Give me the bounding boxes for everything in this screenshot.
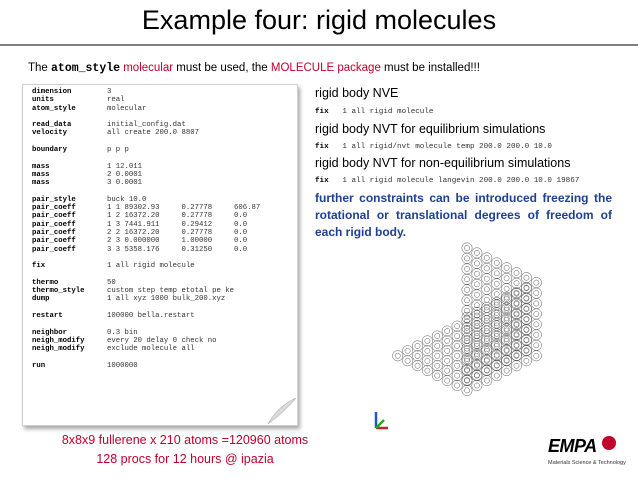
- script-keyword: atom_style: [32, 104, 76, 113]
- script-line: [32, 88, 290, 96]
- title-divider: [0, 44, 638, 46]
- nve-command: fix 1 all rigid molecule: [315, 108, 434, 116]
- script-line: [32, 279, 290, 287]
- script-keyword: [32, 320, 107, 328]
- script-value: 1 12.011: [107, 162, 143, 171]
- script-keyword: pair_coeff: [32, 237, 76, 246]
- script-value: 2 3 0.000000 1.00000 0.0: [107, 237, 248, 246]
- script-line: [32, 146, 290, 154]
- lammps-input-script: [32, 88, 290, 370]
- intro-atom-style: atom_style: [51, 62, 121, 75]
- noneq-label: rigid body NVT for non-equilibrium simulations: [315, 156, 571, 170]
- script-keyword: fix: [32, 262, 46, 271]
- script-value: 100000 bella.restart: [107, 312, 195, 321]
- script-line: [32, 212, 290, 220]
- script-line: [32, 196, 290, 204]
- script-value: 50: [107, 278, 116, 287]
- fullerene-crystal-image: [340, 240, 605, 440]
- nve-label: rigid body NVE: [315, 86, 399, 100]
- script-keyword: run: [32, 361, 46, 370]
- script-keyword: thermo_style: [32, 287, 85, 296]
- script-keyword: pair_coeff: [32, 212, 76, 221]
- script-line: [32, 113, 290, 121]
- axis-triad-icon: [376, 412, 388, 428]
- script-keyword: read_data: [32, 121, 72, 130]
- script-line: [32, 304, 290, 312]
- script-line: [32, 129, 290, 137]
- script-value: 1 3 7441.911 0.29412 0.0: [107, 220, 248, 229]
- script-value: 2 2 16372.20 0.27778 0.0: [107, 229, 248, 238]
- intro-text-3: must be installed!!!: [380, 62, 480, 74]
- intro-text-1: The: [28, 62, 52, 74]
- script-value: 1 2 16372.20 0.27778 0.0: [107, 212, 248, 221]
- script-keyword: [32, 254, 107, 262]
- script-line: [32, 237, 290, 245]
- script-keyword: dump: [32, 295, 50, 304]
- nvt-label: rigid body NVT for equilibrium simulations: [315, 122, 546, 136]
- script-value: 1000000: [107, 361, 138, 370]
- intro-package: MOLECULE package: [270, 62, 381, 74]
- script-value: p p p: [107, 146, 129, 155]
- script-value: 1 all rigid molecule: [107, 262, 195, 271]
- logo-word: EMPA: [548, 436, 597, 456]
- script-value: 3 0.0001: [107, 179, 143, 188]
- logo-subtitle: Materials Science & Technology: [548, 460, 626, 466]
- script-value: real: [107, 96, 125, 105]
- script-keyword: pair_coeff: [32, 204, 76, 213]
- caption-line-2: 128 procs for 12 hours @ ipazia: [96, 452, 274, 466]
- script-keyword: velocity: [32, 129, 68, 138]
- script-value: 1 all xyz 1000 bulk_200.xyz: [107, 295, 226, 304]
- script-line: [32, 362, 290, 370]
- script-line: [32, 262, 290, 270]
- script-line: [32, 354, 290, 362]
- script-keyword: [32, 271, 107, 279]
- script-keyword: boundary: [32, 146, 68, 155]
- script-keyword: pair_style: [32, 195, 76, 204]
- script-line: [32, 163, 290, 171]
- constraints-note: further constraints can be introduced freezing the rotational or translational degrees of freedom of each rigid body.: [315, 191, 612, 239]
- script-keyword: units: [32, 96, 54, 105]
- nvt-command: fix 1 all rigid/nvt molecule temp 200.0 200.0 10.0: [315, 143, 552, 151]
- script-keyword: [32, 354, 107, 362]
- script-keyword: restart: [32, 312, 63, 321]
- script-line: [32, 138, 290, 146]
- script-line: [32, 179, 290, 187]
- script-keyword: [32, 154, 107, 162]
- script-line: [32, 121, 290, 129]
- script-line: [32, 254, 290, 262]
- script-keyword: pair_coeff: [32, 245, 76, 254]
- page-curl-icon: [268, 398, 296, 424]
- script-line: [32, 171, 290, 179]
- script-line: [32, 204, 290, 212]
- script-line: [32, 287, 290, 295]
- script-keyword: dimension: [32, 88, 72, 96]
- script-keyword: [32, 113, 107, 121]
- script-keyword: pair_coeff: [32, 220, 76, 229]
- script-keyword: [32, 304, 107, 312]
- script-keyword: neigh_modify: [32, 336, 85, 345]
- script-value: 3: [107, 88, 112, 96]
- script-value: 1 1 89302.93 0.27778 606.87: [107, 204, 261, 213]
- script-line: [32, 105, 290, 113]
- script-line: [32, 337, 290, 345]
- script-line: [32, 320, 290, 328]
- script-keyword: mass: [32, 179, 50, 188]
- script-value: 2 0.0001: [107, 170, 143, 179]
- caption-line-1: 8x8x9 fullerene x 210 atoms =120960 atoms: [61, 433, 309, 447]
- empa-logo: [548, 436, 628, 470]
- script-line: [32, 329, 290, 337]
- script-value: initial_config.dat: [107, 121, 186, 130]
- script-keyword: [32, 188, 107, 196]
- script-line: [32, 295, 290, 303]
- script-line: [32, 154, 290, 162]
- intro-molecular: molecular: [120, 62, 174, 74]
- script-value: every 20 delay 0 check no: [107, 336, 217, 345]
- slide-title: Example four: rigid molecules: [141, 5, 497, 35]
- noneq-command: fix 1 all rigid molecule langevin 200.0 200.0 10.0 19867: [315, 177, 580, 185]
- script-keyword: mass: [32, 162, 50, 171]
- script-line: [32, 96, 290, 104]
- script-value: buck 10.0: [107, 195, 147, 204]
- script-keyword: mass: [32, 170, 50, 179]
- script-line: [32, 246, 290, 254]
- script-line: [32, 221, 290, 229]
- intro-line: [28, 62, 480, 75]
- script-value: 0.3 bin: [107, 328, 138, 337]
- script-value: custom step temp etotal pe ke: [107, 287, 234, 296]
- script-value: molecular: [107, 104, 147, 113]
- script-value: all create 200.0 8807: [107, 129, 199, 138]
- script-keyword: [32, 138, 107, 146]
- intro-text-2: must be used, the: [173, 62, 271, 74]
- script-line: [32, 188, 290, 196]
- script-value: 3 3 5358.176 0.31250 0.0: [107, 245, 248, 254]
- script-line: [32, 345, 290, 353]
- logo-bubble-icon: [602, 436, 616, 450]
- script-keyword: thermo: [32, 278, 59, 287]
- script-line: [32, 271, 290, 279]
- script-keyword: pair_coeff: [32, 229, 76, 238]
- script-keyword: neighbor: [32, 328, 68, 337]
- script-line: [32, 229, 290, 237]
- script-keyword: neigh_modify: [32, 345, 85, 354]
- script-value: exclude molecule all: [107, 345, 195, 354]
- script-line: [32, 312, 290, 320]
